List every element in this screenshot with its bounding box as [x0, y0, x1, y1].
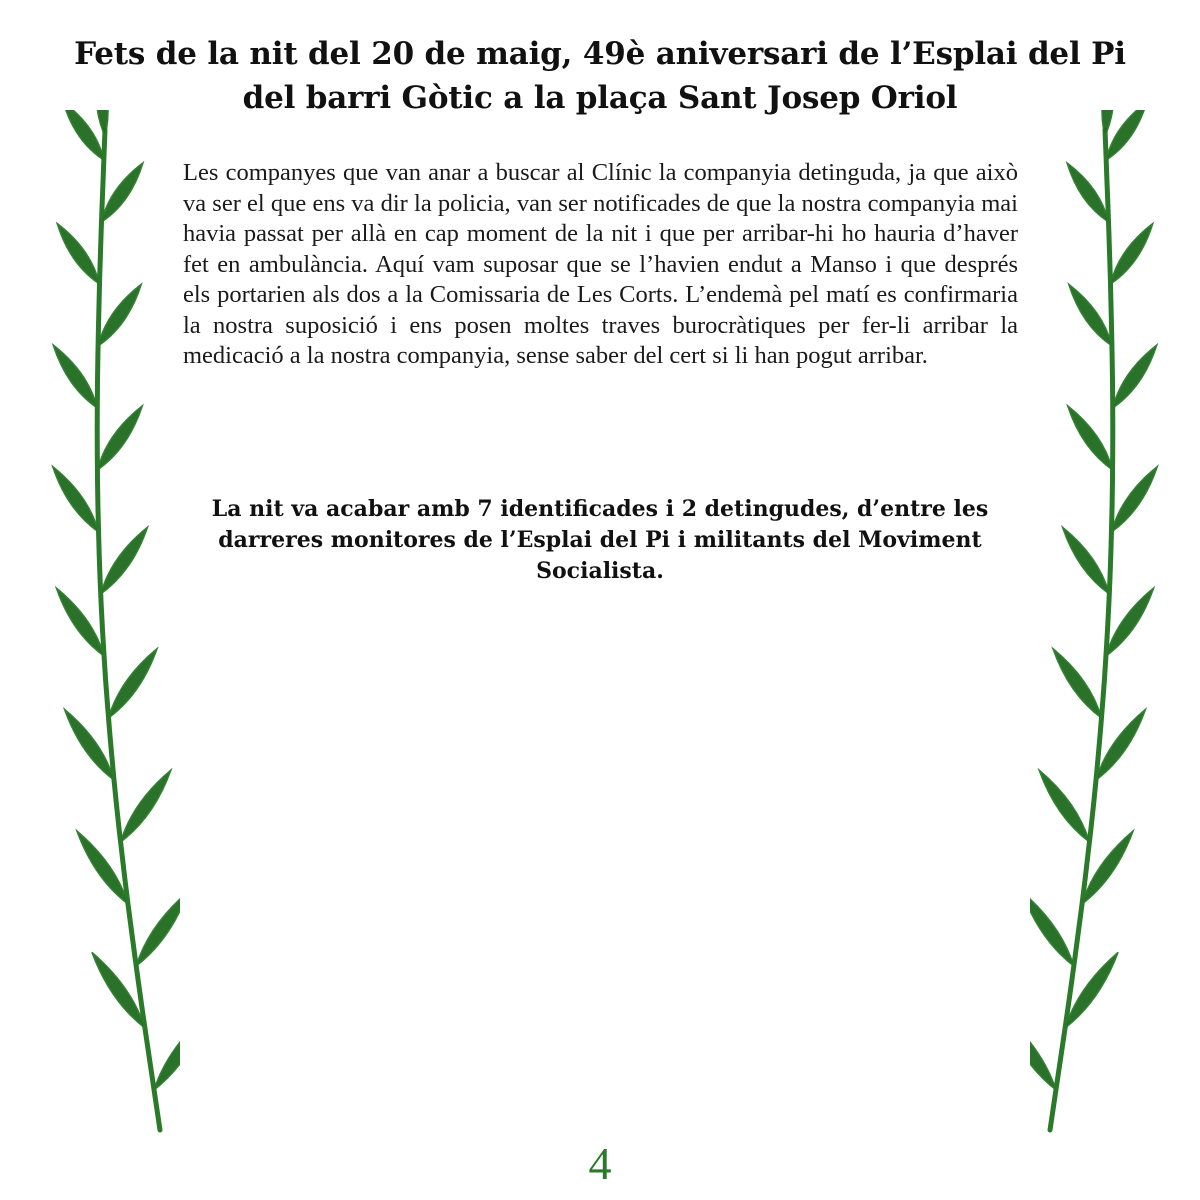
title-line-1: Fets de la nit del 20 de maig, 49è aniversari de l’Esplai del Pi [74, 36, 1126, 72]
leaf [109, 649, 158, 718]
leaf [1106, 588, 1154, 656]
olive-branch-icon [1030, 110, 1200, 1140]
olive-branch-left-drawing [10, 110, 180, 1140]
leaf [1063, 527, 1110, 594]
leaf [1112, 466, 1158, 532]
leaf [1030, 892, 1074, 967]
page-title [60, 32, 1140, 120]
leaf [1111, 224, 1153, 285]
body-paragraph: Les companyes que van anar a buscar al Clínic la companyia detinguda, ja que això va ser el que ens va dir la policia, van ser notificades de que la nostra companyia mai havia passat per allà en cap moment de la nit i que per arribar-hi ho hauria d’haver fet en ambulància. Aquí vam suposar que se l’havien endut a Manso i que després els portarien als dos a la Comissaria de Les Corts. L’endemà pel matí es confirmaria la nostra suposició i ens posen moltes traves burocràtiques per fer-li arribar la medicació a la nostra companyia, sense saber del cert si li han pogut arribar. [183, 159, 1018, 369]
leaf [154, 1013, 180, 1090]
olive-branch-icon [10, 110, 180, 1140]
title-line-2: del barri Gòtic a la plaça Sant Josep Oriol [242, 80, 958, 116]
leaf [1039, 770, 1089, 842]
leaf [1067, 163, 1109, 222]
leaf [136, 892, 180, 967]
leaf [1053, 649, 1102, 718]
leaf [57, 224, 99, 285]
leaf [97, 406, 142, 470]
leaf [121, 770, 171, 842]
leaf [102, 163, 144, 222]
leaf [53, 345, 97, 408]
page-number: 4 [588, 1138, 612, 1189]
leaf [1113, 345, 1157, 408]
leaf [53, 466, 99, 532]
conclusion-paragraph: La nit va acabar amb 7 identificades i 2 detingudes, d’entre les darreres monitores de l’Esplai del Pi i militants del Moviment Socialista. [211, 496, 989, 584]
leaf [1069, 284, 1112, 346]
leaf [56, 588, 104, 656]
leaf [1030, 1013, 1056, 1090]
olive-branch-right-drawing [1030, 110, 1200, 1140]
leaf [101, 527, 148, 594]
leaf [1068, 406, 1113, 470]
leaf [98, 284, 141, 346]
